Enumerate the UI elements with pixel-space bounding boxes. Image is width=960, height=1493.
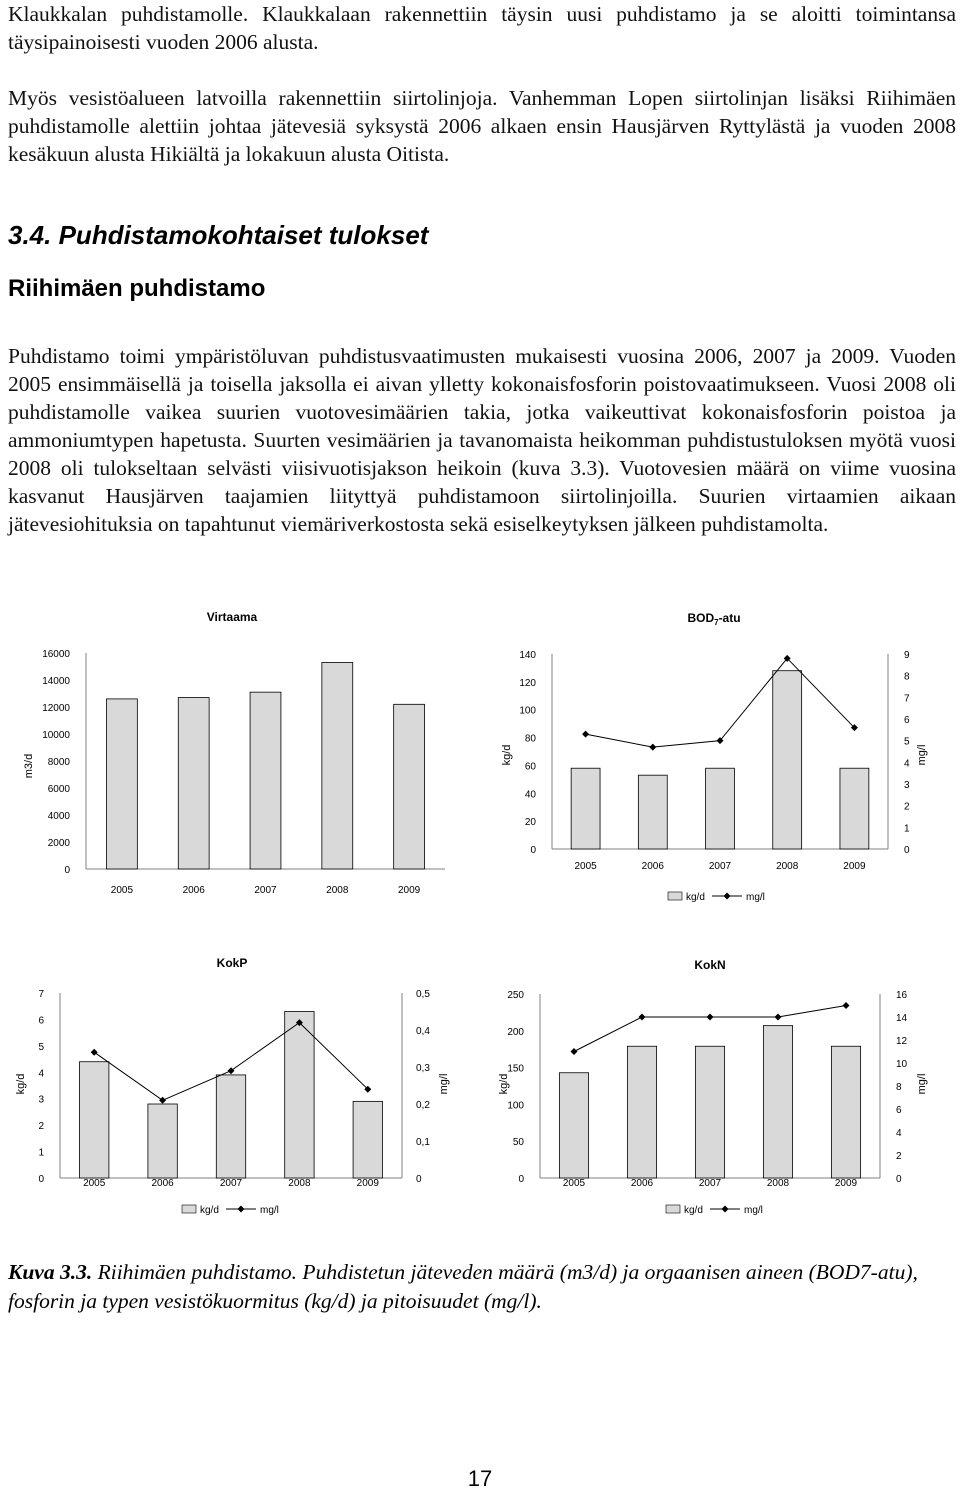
y2-tick-label: 0,4 <box>416 1026 430 1037</box>
y2-tick-label: 0 <box>416 1174 422 1185</box>
y2-tick-label: 0,5 <box>416 989 430 1000</box>
y2-tick-label: 14 <box>896 1013 908 1024</box>
y2-tick-label: 2 <box>896 1151 902 1162</box>
page-number: 17 <box>467 1466 493 1491</box>
y2-tick-label: 7 <box>904 693 910 705</box>
y-tick-label: 120 <box>519 677 536 689</box>
x-tick-label: 2009 <box>834 1178 858 1189</box>
kokn-chart <box>0 950 960 1230</box>
y-tick-label: 40 <box>524 789 536 801</box>
bar <box>695 1046 724 1178</box>
line-series <box>582 655 858 751</box>
y2-tick-label: 6 <box>896 1105 902 1116</box>
legend-label: mg/l <box>744 1205 763 1216</box>
x-tick-label: 2007 <box>219 1178 243 1189</box>
legend-label: kg/d <box>686 892 705 903</box>
line-marker <box>582 731 589 738</box>
legend-swatch-bar <box>666 1205 680 1213</box>
y-tick-label: 250 <box>507 990 524 1001</box>
y2-tick-label: 4 <box>896 1128 902 1139</box>
legend-swatch-marker <box>724 893 731 900</box>
y-axis-label: kg/d <box>501 744 513 766</box>
legend-swatch-marker <box>722 1206 729 1213</box>
line-marker <box>649 744 656 751</box>
legend-swatch-bar <box>668 892 682 900</box>
intro-paragraph: Klaukkalan puhdistamolle. Klaukkalaan rakennettiin täysin uusi puhdistamo ja se aloitti toimintansa täysipainoisesti vuoden 2006 alusta. <box>8 2 956 54</box>
title-suffix: -atu <box>718 611 741 625</box>
bar <box>831 1046 860 1178</box>
y2-tick-label: 8 <box>904 671 910 683</box>
plant-heading: Riihimäen puhdistamo <box>8 275 266 302</box>
line-marker <box>571 1048 578 1055</box>
x-tick-label: 2009 <box>397 885 421 896</box>
x-tick-label: 2006 <box>182 885 205 896</box>
x-tick-label: 2008 <box>766 1178 790 1189</box>
section-heading: 3.4. Puhdistamokohtaiset tulokset <box>8 220 429 250</box>
legend <box>666 1205 763 1216</box>
y-tick-label: 80 <box>524 733 536 745</box>
x-tick-label: 2009 <box>843 861 866 872</box>
y2-tick-label: 4 <box>904 758 910 770</box>
y-tick-label: 0 <box>530 845 536 856</box>
y-tick-label: 12000 <box>42 703 70 714</box>
y2-tick-label: 10 <box>896 1059 908 1070</box>
y-tick-label: 6000 <box>47 784 70 795</box>
x-tick-label: 2006 <box>151 1178 174 1189</box>
y-axis-label: kg/d <box>498 1073 510 1095</box>
y-tick-label: 14000 <box>42 676 70 687</box>
y2-axis-ticks <box>896 990 908 1185</box>
bar <box>571 768 600 849</box>
y-tick-label: 8000 <box>47 757 70 768</box>
y2-tick-label: 0,2 <box>416 1100 430 1111</box>
y-tick-label: 5 <box>38 1041 44 1053</box>
line-marker <box>639 1014 646 1021</box>
bar <box>840 768 869 849</box>
y-tick-label: 140 <box>519 650 536 661</box>
y-tick-label: 4000 <box>47 811 70 822</box>
x-tick-label: 2008 <box>288 1178 311 1189</box>
y-tick-label: 0 <box>38 1174 44 1185</box>
x-tick-label: 2008 <box>326 885 349 896</box>
bar <box>773 671 802 849</box>
legend-label: kg/d <box>200 1205 219 1216</box>
x-tick-label: 2009 <box>356 1178 379 1189</box>
chart-title: Virtaama <box>206 610 258 624</box>
caption-label: Kuva 3.3. <box>8 1260 93 1284</box>
legend-label: mg/l <box>260 1205 279 1216</box>
bar <box>559 1073 588 1178</box>
y-tick-label: 100 <box>519 705 536 717</box>
bar <box>706 768 735 849</box>
chart-title: $BOD_7$-atu <box>687 611 741 627</box>
y2-axis-label: mg/l <box>916 744 928 766</box>
x-tick-label: 2007 <box>708 861 732 872</box>
bars <box>559 1026 860 1178</box>
y-tick-label: 50 <box>512 1137 524 1149</box>
x-tick-label: 2008 <box>776 861 799 872</box>
caption-text: Riihimäen puhdistamo. Puhdistetun jäteveden määrä (m3/d) ja orgaanisen aineen (BOD7-atu), fosforin ja typen vesistökuormitus (kg/d) ja pitoisuudet (mg/l). <box>8 1260 918 1313</box>
y2-tick-label: 12 <box>896 1036 908 1047</box>
bar <box>627 1046 656 1178</box>
bars <box>571 671 869 849</box>
y2-tick-label: 3 <box>904 780 910 791</box>
x-tick-label: 2006 <box>641 861 664 872</box>
figure-caption <box>8 1258 956 1316</box>
y2-axis-label: mg/l <box>916 1073 928 1095</box>
y-tick-label: 0 <box>518 1174 524 1185</box>
y-tick-label: 2 <box>38 1121 44 1133</box>
x-tick-label: 2005 <box>562 1178 586 1189</box>
y2-axis-label: mg/l <box>438 1073 450 1095</box>
y-tick-label: 6 <box>38 1015 44 1027</box>
legend-label: kg/d <box>684 1205 703 1216</box>
x-axis-ticks <box>563 1178 858 1189</box>
x-tick-label: 2005 <box>574 861 597 872</box>
y2-tick-label: 16 <box>896 990 908 1001</box>
y-tick-label: 16000 <box>42 649 70 660</box>
y-tick-label: 7 <box>38 989 44 1000</box>
y2-tick-label: 0,3 <box>416 1063 430 1074</box>
x-axis-ticks <box>574 861 865 872</box>
subscript-7: 7 <box>714 618 719 627</box>
line-marker <box>775 1014 782 1021</box>
y-tick-label: 10000 <box>42 730 70 741</box>
y-tick-label: 0 <box>64 865 70 876</box>
line-marker <box>843 1002 850 1009</box>
y-tick-label: 20 <box>524 817 536 829</box>
chart-title: KokP <box>216 956 248 970</box>
legend-label: mg/l <box>746 892 765 903</box>
y-axis-label: m3/d <box>23 753 35 779</box>
y2-tick-label: 8 <box>896 1082 902 1093</box>
y-tick-label: 3 <box>38 1094 44 1106</box>
y-tick-label: 2000 <box>47 838 70 849</box>
y2-tick-label: 0 <box>896 1174 902 1185</box>
legend <box>668 892 765 903</box>
y-tick-label: 200 <box>507 1026 524 1038</box>
y-tick-label: 60 <box>524 761 536 773</box>
y-axis-label: kg/d <box>15 1073 27 1095</box>
series-line <box>586 658 855 747</box>
y-tick-label: 4 <box>38 1068 44 1080</box>
x-tick-label: 2005 <box>110 885 134 896</box>
results-paragraph: Puhdistamo toimi ympäristöluvan puhdistusvaatimusten mukaisesti vuosina 2006, 2007 ja 2009. Vuoden 2005 ensimmäisellä ja toisella jaksolla ei aivan ylletty kokonaisfosforin poistovaatimukseen. Vuosi 2008 oli puhdistamolle vaikea suurien vuotovesimäärien takia, jotka vaikeuttivat kokonaisfosforin poistoa ja ammoniumtypen hapetusta. Suurten vesimäärien ja tavanomaista heikomman puhdistustuloksen myötä vuosi 2008 oli tulokseltaan selvästi viisivuotisjakson heikoin (kuva 3.3). Vuotovesien määrä on viime vuosina kasvanut Hausjärven taajamien liityttyä puhdistamoon siirtolinjoilla. Suurien virtaamien aikaan jätevesiohituksia on tapahtunut viemäriverkostosta sekä esiselkeytyksen jälkeen puhdistamolta. <box>8 344 956 536</box>
series-line <box>574 1006 846 1052</box>
x-tick-label: 2007 <box>254 885 277 896</box>
y-axis-ticks <box>519 650 536 856</box>
y2-axis-ticks <box>904 650 910 856</box>
x-tick-label: 2006 <box>630 1178 654 1189</box>
y2-tick-label: 9 <box>904 650 910 661</box>
bod-chart <box>0 605 960 915</box>
bar <box>638 775 667 849</box>
y2-tick-label: 1 <box>904 823 910 835</box>
y2-tick-label: 0,1 <box>416 1137 430 1148</box>
x-tick-label: 2005 <box>83 1178 106 1189</box>
y2-tick-label: 5 <box>904 736 910 748</box>
y-tick-label: 150 <box>507 1063 524 1075</box>
chart-title: KokN <box>694 958 726 972</box>
y2-tick-label: 2 <box>904 801 910 813</box>
bar <box>763 1026 792 1178</box>
y2-tick-label: 0 <box>904 845 910 856</box>
pipeline-paragraph: Myös vesistöalueen latvoilla rakennettiin siirtolinjoja. Vanhemman Lopen siirtolinjan lisäksi Riihimäen puhdistamolle alettiin johtaa jätevesiä syksystä 2006 alkaen ensin Hausjärven Ryttylästä ja vuoden 2008 kesäkuun alusta Hikiältä ja lokakuun alusta Oitista. <box>8 86 956 166</box>
x-tick-label: 2007 <box>698 1178 722 1189</box>
y-tick-label: 1 <box>38 1147 44 1159</box>
y-tick-label: 100 <box>507 1100 524 1112</box>
y2-tick-label: 6 <box>904 715 910 726</box>
line-marker <box>707 1014 714 1021</box>
